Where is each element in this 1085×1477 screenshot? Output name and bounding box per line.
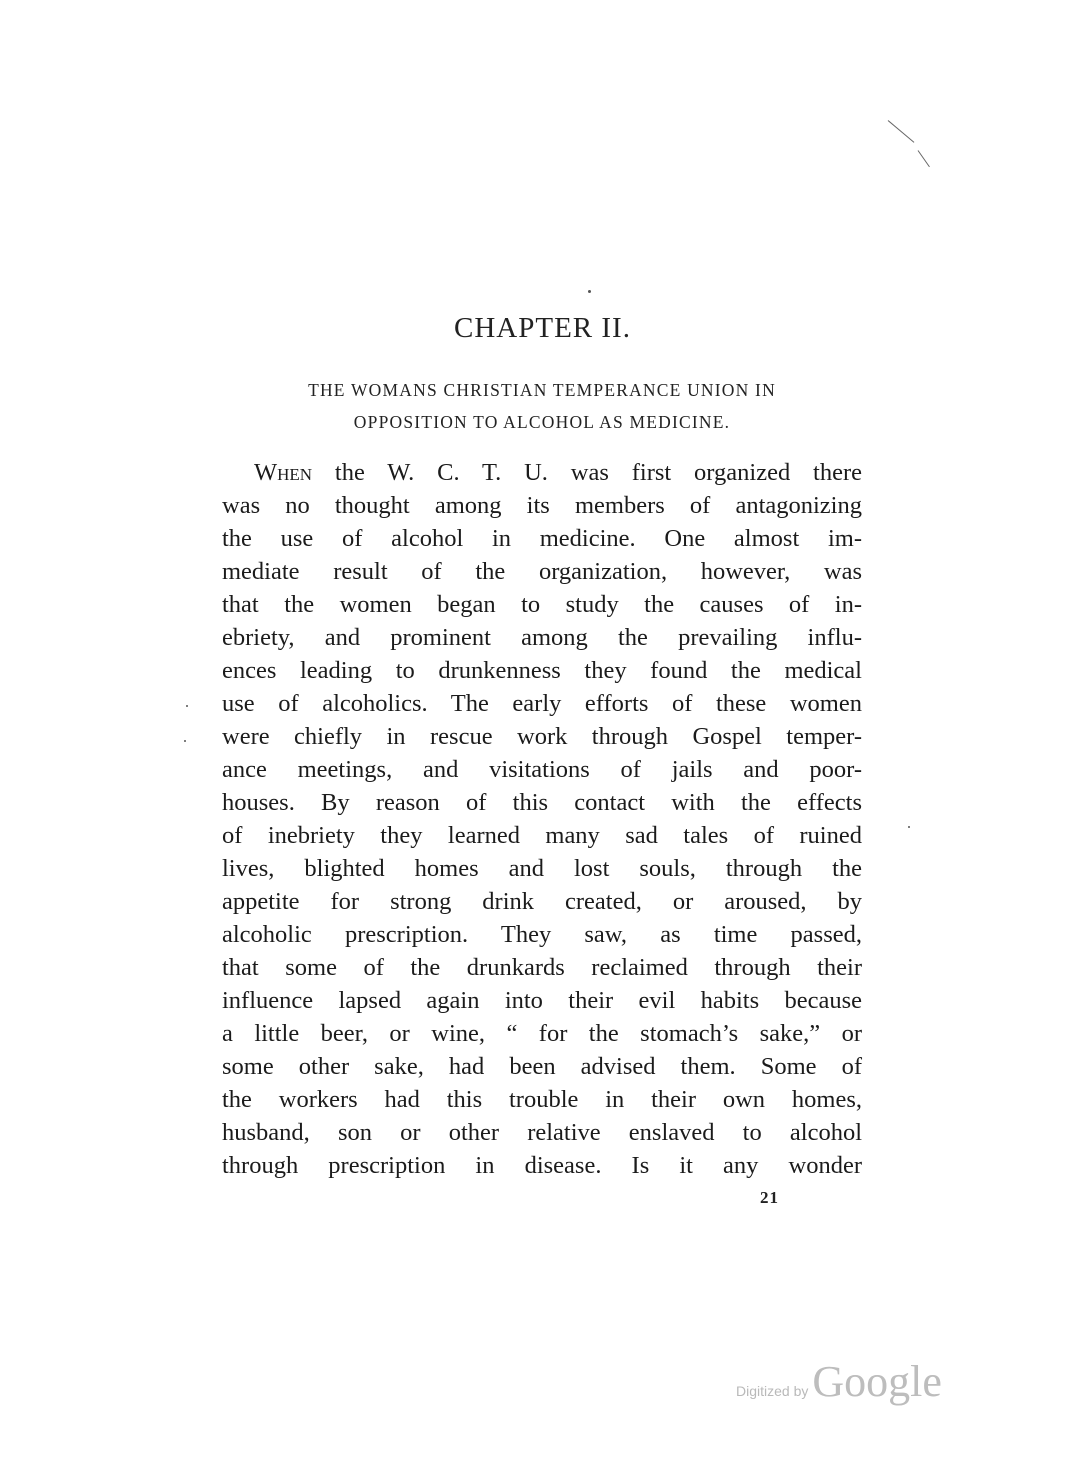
body-paragraph — [222, 456, 862, 1182]
watermark-prefix: Digitized by — [736, 1383, 809, 1399]
body-line: the workers had this trouble in their own homes, — [222, 1086, 862, 1113]
body-line: ance meetings, and visitations of jails and poor- — [222, 756, 862, 783]
body-line: were chiefly in rescue work through Gospel temper- — [222, 723, 862, 750]
body-line: the use of alcohol in medicine. One almost im- — [222, 525, 862, 552]
body-line: influence lapsed again into their evil habits because — [222, 987, 862, 1014]
chapter-subtitle — [222, 374, 862, 438]
first-line-text: the W. C. T. U. was first organized there — [334, 459, 863, 486]
body-line: use of alcoholics. The early efforts of these women — [222, 690, 862, 717]
scan-scratch — [918, 150, 930, 167]
scan-speck — [184, 740, 186, 742]
body-line: houses. By reason of this contact with the effects — [222, 789, 862, 816]
scan-speck — [186, 705, 188, 707]
page-number: 21 — [760, 1188, 779, 1207]
body-line: that some of the drunkards reclaimed through their — [222, 954, 862, 981]
body-line: that the women began to study the causes of in- — [222, 591, 862, 618]
body-line — [222, 456, 862, 489]
body-line: alcoholic prescription. They saw, as time passed, — [222, 921, 862, 948]
subtitle-line: OPPOSITION TO ALCOHOL AS MEDICINE. — [353, 412, 731, 432]
subtitle-line: THE WOMANS CHRISTIAN TEMPERANCE UNION IN — [308, 380, 776, 400]
body-line: some other sake, had been advised them. Some of — [222, 1053, 862, 1080]
body-line: of inebriety they learned many sad tales of ruined — [222, 822, 862, 849]
body-line: ences leading to drunkenness they found the medical — [222, 657, 862, 684]
scan-speck — [588, 290, 591, 293]
body-line: a little beer, or wine, “ for the stomach’s sake,” or — [222, 1020, 862, 1047]
chapter-title — [0, 312, 1085, 345]
body-line: appetite for strong drink created, or aroused, by — [222, 888, 862, 915]
body-line: was no thought among its members of antagonizing — [222, 492, 862, 519]
drop-word: When — [254, 459, 313, 486]
body-line: lives, blighted homes and lost souls, through the — [222, 855, 862, 882]
chapter-title-text: CHAPTER II. — [454, 312, 631, 344]
body-line: ebriety, and prominent among the prevailing influ- — [222, 624, 862, 651]
body-line: mediate result of the organization, however, was — [222, 558, 862, 585]
digitized-watermark — [736, 1356, 942, 1407]
body-line: husband, son or other relative enslaved to alcohol — [222, 1119, 862, 1146]
google-logo: Google — [812, 1357, 942, 1406]
scan-speck — [908, 826, 910, 828]
scan-scratch — [888, 120, 915, 143]
body-line: through prescription in disease. Is it any wonder — [222, 1152, 862, 1179]
